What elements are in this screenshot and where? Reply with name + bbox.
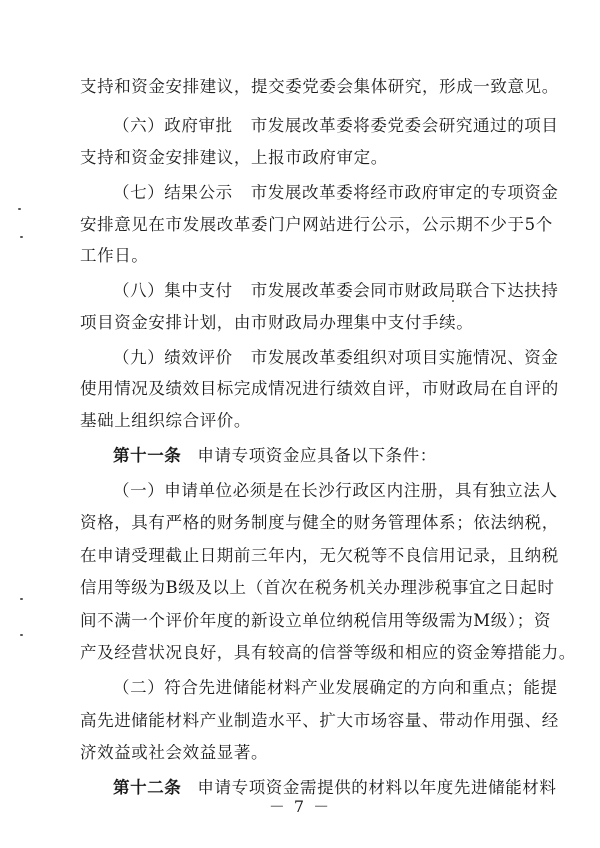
text-line: 间不满一个评价年度的新设立单位纳税信用等级需为M级）；资 bbox=[80, 611, 551, 630]
text-line: （六）政府审批 市发展改革委将委党委会研究通过的项目 bbox=[113, 116, 559, 135]
text-line: 安排意见在市发展改革委门户网站进行公示，公示期不少于5个 bbox=[80, 215, 553, 234]
text-line: 工作日。 bbox=[80, 246, 149, 265]
text-line: （二）符合先进储能材料产业发展确定的方向和重点；能提 bbox=[113, 678, 558, 697]
clause-lead: （六）政府审批 bbox=[113, 116, 233, 135]
text-line: 使用情况及绩效目标完成情况进行绩效自评，市财政局在自评的 bbox=[80, 379, 559, 398]
text-line: （八）集中支付 市发展改革委会同市财政局联合下达扶持 bbox=[113, 281, 559, 300]
text-line: 济效益或社会效益显著。 bbox=[80, 743, 269, 762]
text-line: 支持和资金安排建议，上报市政府审定。 bbox=[80, 148, 388, 167]
scan-speck bbox=[20, 236, 23, 238]
text-line: 第十一条 申请专项资金应具备以下条件： bbox=[113, 446, 437, 465]
text-line: 资格，具有严格的财务制度与健全的财务管理体系；依法纳税， bbox=[80, 513, 559, 532]
text-line: 信用等级为B级及以上（首次在税务机关办理涉税事宜之日起时 bbox=[80, 578, 555, 597]
text-line: 项目资金安排计划，由市财政局办理集中支付手续。 bbox=[80, 313, 474, 332]
text-line: （一）申请单位必须是在长沙行政区内注册，具有独立法人 bbox=[113, 481, 558, 500]
text-line: 第十二条 申请专项资金需提供的材料以年度先进储能材料 bbox=[113, 778, 557, 797]
page-number: － 7 － bbox=[268, 797, 332, 816]
text-line: （七）结果公示 市发展改革委将经市政府审定的专项资金 bbox=[113, 183, 559, 202]
text-line: 高先进储能材料产业制造水平、扩大市场容量、带动作用强、经 bbox=[80, 711, 559, 730]
article-heading: 第十一条 bbox=[113, 446, 182, 465]
clause-lead: （七）结果公示 bbox=[113, 183, 233, 202]
scan-speck bbox=[452, 300, 454, 302]
text-line: （九）绩效评价 市发展改革委组织对项目实施情况、资金 bbox=[113, 348, 559, 367]
scan-speck bbox=[20, 634, 23, 636]
text-line: 产及经营状况良好，具有较高的信誉等级和相应的资金筹措能力。 bbox=[80, 643, 576, 662]
clause-lead: （八）集中支付 bbox=[113, 281, 233, 300]
text-line: 在申请受理截止日期前三年内，无欠税等不良信用记录，且纳税 bbox=[80, 546, 559, 565]
scan-speck bbox=[20, 598, 23, 600]
scan-speck bbox=[18, 208, 21, 210]
article-heading: 第十二条 bbox=[113, 778, 182, 797]
text-line: 基础上组织综合评价。 bbox=[80, 411, 251, 430]
clause-lead: （九）绩效评价 bbox=[113, 348, 233, 367]
text-line: 支持和资金安排建议，提交委党委会集体研究，形成一致意见。 bbox=[80, 77, 559, 96]
